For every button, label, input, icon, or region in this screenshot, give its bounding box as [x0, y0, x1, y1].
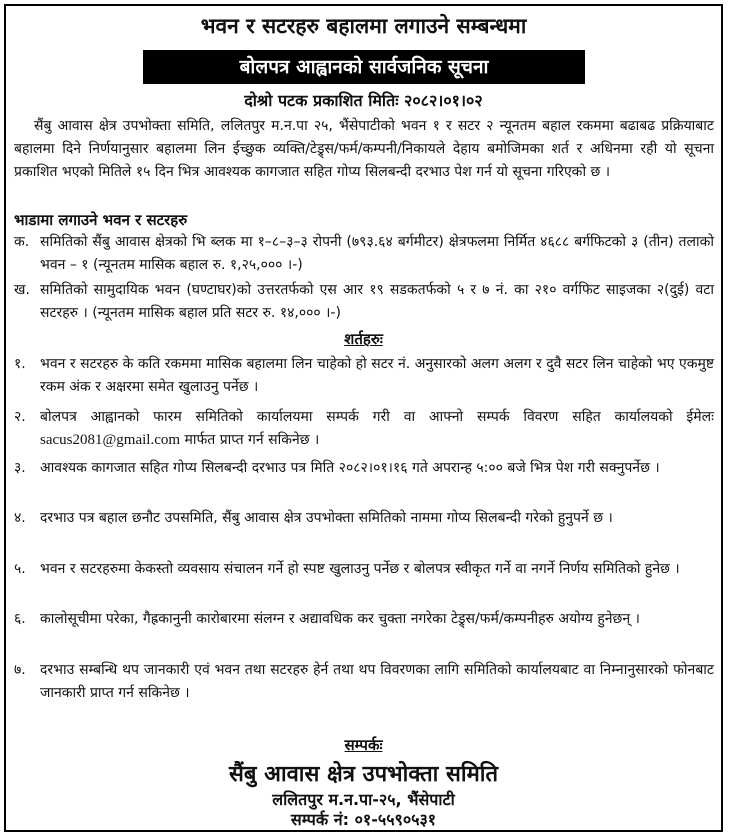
contact-phone: सम्पर्क नं: ०१-५५९०५३१ — [290, 810, 437, 829]
condition-text: दरभाउ सम्बन्धि थप जानकारी एवं भवन तथा सटरहरु हेर्न तथा थप विवरणका लागि समितिको कार्यालयबाट वा निम्नानुसारको फोनबाट जानकारी प्राप्त गर्न सकिनेछ । — [40, 662, 714, 701]
condition-item — [14, 406, 714, 452]
rent-item-text: समितिको सैंबु आवास क्षेत्रको भि ब्लक मा १–८–३–३ रोपनी (७९३.६४ बर्गमीटर) क्षेत्रफलमा निर्मित ४६८८ बर्गफिटको ३ (तीन) तलाको भवन – १ (न्यूनतम मासिक बहाल रु. १,२५,००० ।-) — [40, 234, 714, 273]
rent-item-text: समितिको सामुदायिक भवन (घण्टाघर)को उत्तरतर्फको एस आर १९ सडकतर्फको ५ र ७ नं. का २१० वर्गफिट साइजका २(दुई) वटा सटरहरु । (न्यूनतम मासिक बहाल प्रति सटर रु. १४,००० ।-) — [40, 282, 714, 321]
condition-number: १. — [14, 356, 26, 372]
condition-number: ४. — [14, 510, 26, 526]
condition-number: २. — [14, 409, 26, 425]
notice-title: भवन र सटरहरु बहालमा लगाउने सम्बन्धमा — [200, 14, 527, 38]
condition-text: भवन र सटरहरु के कति रकममा मासिक बहालमा लिन चाहेको हो सटर नं. अनुसारको अलग अलग र दुवै सटर लिन चाहेको भए एकमुष्ट रकम अंक र अक्षरमा समेत खुलाउनु पर्नेछ । — [40, 356, 714, 395]
rent-item-number: क. — [14, 234, 30, 250]
rent-item — [14, 231, 714, 277]
conditions-heading: शर्तहरुः — [344, 330, 383, 348]
condition-item — [14, 558, 714, 581]
condition-number: ५. — [14, 561, 26, 577]
notice-banner: बोलपत्र आह्वानको सार्वजनिक सूचना — [143, 50, 585, 84]
publication-date: दोश्रो पटक प्रकाशित मितिः २०८२।०१।०२ — [244, 91, 483, 110]
condition-text-before-email: बोलपत्र आह्वानको फारम समितिको कार्यालयमा सम्पर्क गरी वा आफ्नो सम्पर्क विवरण सहित कार्यालयको ईमेलः — [40, 409, 714, 425]
condition-item — [14, 507, 714, 530]
rent-heading: भाडामा लगाउने भवन र सटरहरु — [14, 211, 188, 229]
condition-text — [40, 406, 714, 452]
contact-address: ललितपुर म.न.पा-२५, भैंसेपाटी — [272, 790, 455, 809]
intro-paragraph: सैंबु आवास क्षेत्र उपभोक्ता समिति, ललितपुर म.न.पा २५, भैंसेपाटीको भवन १ र सटर २ न्यूनतम बहाल रकममा बढाबढ प्रक्रियाबाट बहालमा दिने निर्णयानुसार बहालमा लिन ईच्छुक व्यक्ति/टेड्र्स/फर्म/कम्पनी/निकायले देहाय बमोजिमका शर्त र अधिनमा रही यो सूचना प्रकाशित भएको मितिले १५ दिन भित्र आवश्यक कागजात सहित गोप्य सिलबन्दी दरभाउ पेश गर्न यो सूचना गरिएको छ । — [14, 118, 714, 180]
email-address: sacus2081@gmail.com — [40, 432, 181, 448]
condition-number: ६. — [14, 611, 26, 627]
contact-organization: सैंबु आवास क्षेत्र उपभोक्ता समिति — [229, 762, 498, 787]
condition-item — [14, 457, 714, 480]
condition-number: ७. — [14, 662, 26, 678]
condition-text: भवन र सटरहरुमा केकस्तो व्यवसाय संचालन गर्ने हो स्पष्ट खुलाउनु पर्नेछ र बोलपत्र स्वीकृत गर्ने वा नगर्ने निर्णय समितिको हुनेछ । — [40, 561, 680, 577]
condition-item — [14, 659, 714, 705]
rent-item — [14, 279, 714, 325]
condition-text-after-email: मार्फत प्राप्त गर्न सकिनेछ । — [180, 432, 320, 448]
condition-item — [14, 608, 714, 631]
condition-text: आवश्यक कागजात सहित गोप्य सिलबन्दी दरभाउ पत्र मिति २०८२।०१।१६ गते अपरान्ह ५:०० बजे भित्र पेश गरी सक्नुपर्नेछ । — [40, 460, 660, 476]
condition-text: कालोसूचीमा परेका, गैह्रकानुनी कारोबारमा संलग्न र अद्यावधिक कर चुक्ता नगरेका टेड्र्स/फर्म/कम्पनीहरु अयोग्य हुनेछन् । — [40, 611, 640, 627]
condition-number: ३. — [14, 460, 26, 476]
rent-item-number: ख. — [14, 282, 30, 298]
condition-text: दरभाउ पत्र बहाल छनौट उपसमिति, सैंबु आवास क्षेत्र उपभोक्ता समितिको नाममा गोप्य सिलबन्दी गरेको हुनुपर्ने छ । — [40, 510, 613, 526]
public-notice — [4, 4, 723, 832]
condition-item — [14, 353, 714, 399]
contact-heading: सम्पर्कः — [344, 736, 383, 754]
